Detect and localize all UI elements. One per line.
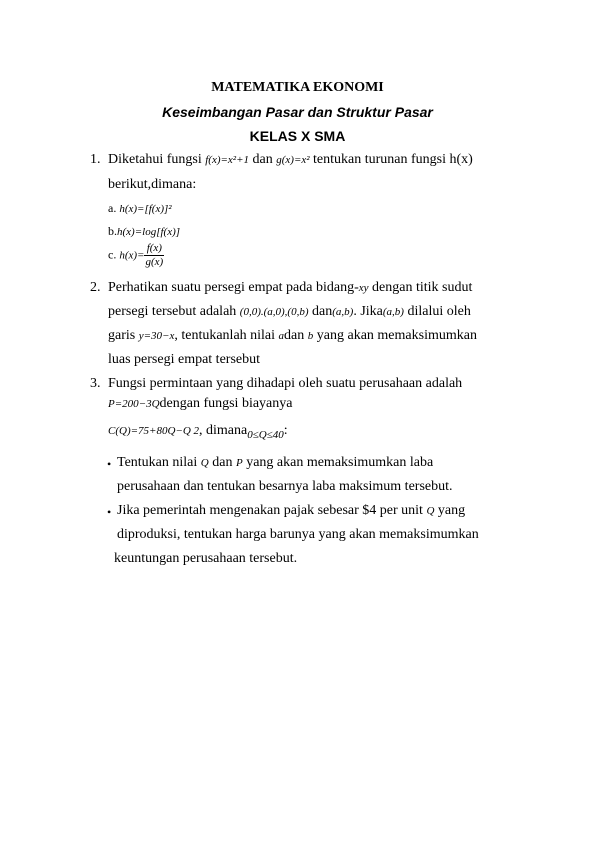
math-f-definition: f(x)=x²+1: [205, 154, 250, 166]
math-demand-equation: P=200−3Q: [108, 398, 160, 410]
text: yang akan memaksimumkan laba: [246, 455, 434, 470]
text: ,: [199, 423, 203, 438]
class-label: KELAS X SMA: [249, 128, 346, 144]
text: . Jika: [353, 304, 383, 319]
text: persegi tersebut adalah: [108, 304, 237, 319]
math-constraint: 0≤Q≤40: [247, 429, 284, 441]
math-g-definition: g(x)=x²: [276, 154, 310, 166]
question-3-bullet-2-line-1: [117, 503, 465, 519]
question-3-line-3: [108, 423, 288, 439]
text: Tentukan nilai: [117, 455, 198, 470]
question-3-bullet-1-line-1: [117, 455, 433, 471]
text: Diketahui fungsi: [108, 152, 202, 167]
text: :: [283, 423, 288, 438]
bullet: •: [107, 457, 112, 471]
text: , tentukanlah nilai: [174, 328, 276, 343]
question-2-line-4: luas persegi empat tersebut: [108, 352, 261, 367]
math-fraction: [144, 242, 164, 269]
math-points: (0,0).(a,0),(0,b): [239, 306, 309, 318]
page-title: MATEMATIKA EKONOMI: [211, 80, 384, 95]
text: garis: [108, 328, 136, 343]
math-expression: h(x)=[f(x)]²: [119, 203, 172, 215]
text: dimana: [206, 423, 248, 438]
question-number: 1.: [90, 152, 101, 167]
question-number: 2.: [90, 280, 101, 295]
question-2-line-1: [108, 280, 472, 296]
math-variable: P: [235, 457, 243, 469]
text: Perhatikan suatu persegi empat pada bidang-: [108, 280, 359, 295]
math-point: (a,b): [382, 306, 404, 318]
part-label: a.: [108, 201, 117, 215]
question-3-line-1: Fungsi permintaan yang dihadapi oleh suatu perusahaan adalah: [108, 376, 463, 391]
text: Jika pemerintah mengenakan pajak sebesar $4 per unit: [117, 503, 423, 518]
math-variable: xy: [358, 282, 369, 294]
question-1-part-a: [108, 201, 172, 216]
question-3-bullet-1-line-2: perusahaan dan tentukan besarnya laba maksimum tersebut.: [117, 479, 453, 494]
fraction-numerator: f(x): [144, 242, 164, 256]
math-equation: y=30−x: [138, 330, 175, 342]
text: yang akan memaksimumkan: [316, 328, 477, 343]
math-variable: b: [307, 330, 314, 342]
fraction-denominator: g(x): [145, 256, 164, 268]
text: dan: [252, 152, 273, 167]
page-subtitle: Keseimbangan Pasar dan Struktur Pasar: [162, 104, 433, 120]
text: yang: [437, 503, 466, 518]
math-point: (a,b): [332, 306, 354, 318]
text: dengan fungsi biayanya: [159, 396, 293, 411]
question-3-bullet-2-line-2: diproduksi, tentukan harga barunya yang akan memaksimumkan: [117, 527, 479, 542]
text: dan: [212, 455, 233, 470]
question-1-line-1: [108, 152, 473, 168]
math-variable: Q: [426, 505, 435, 517]
text: dilalui oleh: [407, 304, 471, 319]
question-1-part-b: [108, 224, 180, 239]
question-2-line-3: [108, 328, 477, 344]
part-label: b.: [108, 224, 117, 238]
question-1-part-c: [108, 242, 164, 269]
math-variable: Q: [200, 457, 209, 469]
math-expression: h(x)=log[f(x)]: [117, 226, 181, 238]
text: dan: [312, 304, 333, 319]
bullet: •: [107, 505, 112, 519]
math-expression: h(x)=: [119, 249, 145, 262]
math-variable: a: [278, 330, 285, 342]
text: dan: [284, 328, 305, 343]
math-cost-equation: C(Q)=75+80Q−Q 2: [108, 425, 200, 437]
question-1-line-2: berikut,dimana:: [108, 177, 197, 192]
question-2-line-2: [108, 304, 471, 320]
question-3-bullet-2-line-3: keuntungan perusahaan tersebut.: [114, 551, 298, 566]
text: dengan titik sudut: [372, 280, 473, 295]
part-label: c.: [108, 247, 117, 262]
question-3-line-2: [108, 396, 292, 412]
text: tentukan turunan fungsi h(x): [313, 152, 473, 167]
question-number: 3.: [90, 376, 101, 391]
